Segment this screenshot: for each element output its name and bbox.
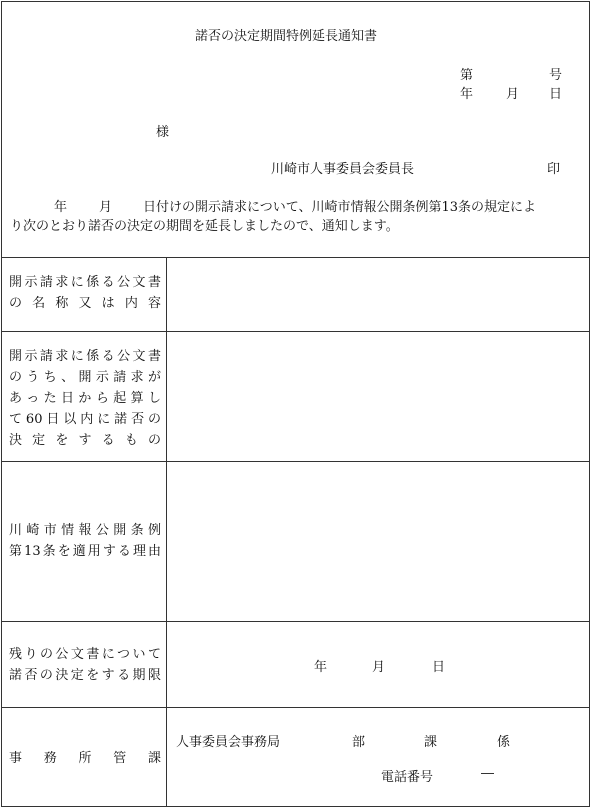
- row2-label-line5: 決定をするもの: [9, 433, 161, 448]
- date-year: 年: [460, 87, 474, 102]
- row2-label: [9, 346, 161, 451]
- table-top-rule: [1, 257, 590, 258]
- office-ka: 課: [424, 735, 438, 750]
- row-divider: [1, 331, 590, 332]
- office-bu: 部: [352, 735, 366, 750]
- row1-value-field[interactable]: [170, 260, 588, 328]
- intro-month: 月: [99, 200, 113, 215]
- number-prefix: 第: [460, 68, 474, 83]
- deadline-day: 日: [432, 660, 446, 675]
- row5-label: [9, 748, 161, 769]
- row-divider: [1, 461, 590, 462]
- row3-value-field[interactable]: [170, 464, 588, 618]
- column-divider: [166, 257, 167, 807]
- number-suffix: 号: [549, 68, 563, 83]
- row4-label: [9, 644, 161, 686]
- addressee-suffix: 様: [156, 125, 170, 140]
- deadline-year: 年: [314, 660, 328, 675]
- row2-label-line1: 開示請求に係る公文書: [9, 349, 161, 364]
- phone-label: 電話番号: [381, 770, 434, 785]
- document-title: 諾否の決定期間特例延長通知書: [195, 29, 378, 44]
- date-month: 月: [506, 87, 520, 102]
- intro-year: 年: [54, 200, 68, 215]
- phone-dash: ―: [481, 766, 494, 781]
- row3-label: [9, 520, 161, 562]
- row4-label-line1: 残りの公文書について: [9, 647, 161, 662]
- row-divider: [1, 621, 590, 622]
- row2-label-line2: のうち、開示請求が: [9, 370, 161, 385]
- row3-label-line1: 川崎市情報公開条例: [9, 523, 161, 538]
- row3-label-line2: 第13条を適用する理由: [9, 544, 161, 559]
- intro-text: 日付けの開示請求について、川崎市情報公開条例第13条の規定によ: [143, 200, 537, 215]
- row4-label-line2: 諾否の決定をする期限: [9, 668, 161, 683]
- row-divider: [1, 707, 590, 708]
- office-kakari: 係: [497, 735, 511, 750]
- intro-text-line2: り次のとおり諾否の決定の期間を延長しましたので、通知します。: [10, 219, 399, 234]
- row2-label-line3: あった日から起算し: [9, 391, 161, 406]
- seal-mark: 印: [547, 162, 561, 177]
- office-name: 人事委員会事務局: [176, 735, 281, 750]
- row2-value-field[interactable]: [170, 334, 588, 458]
- row1-label-line1: 開示請求に係る公文書: [9, 275, 161, 290]
- sender-name: 川崎市人事委員会委員長: [271, 162, 415, 177]
- date-day: 日: [549, 87, 563, 102]
- row5-label-text: 事務所管課: [9, 751, 161, 766]
- deadline-month: 月: [372, 660, 386, 675]
- row1-label: [9, 272, 161, 314]
- row2-label-line4: て60日以内に諾否の: [9, 412, 161, 427]
- row1-label-line2: の名称又は内容: [9, 296, 161, 311]
